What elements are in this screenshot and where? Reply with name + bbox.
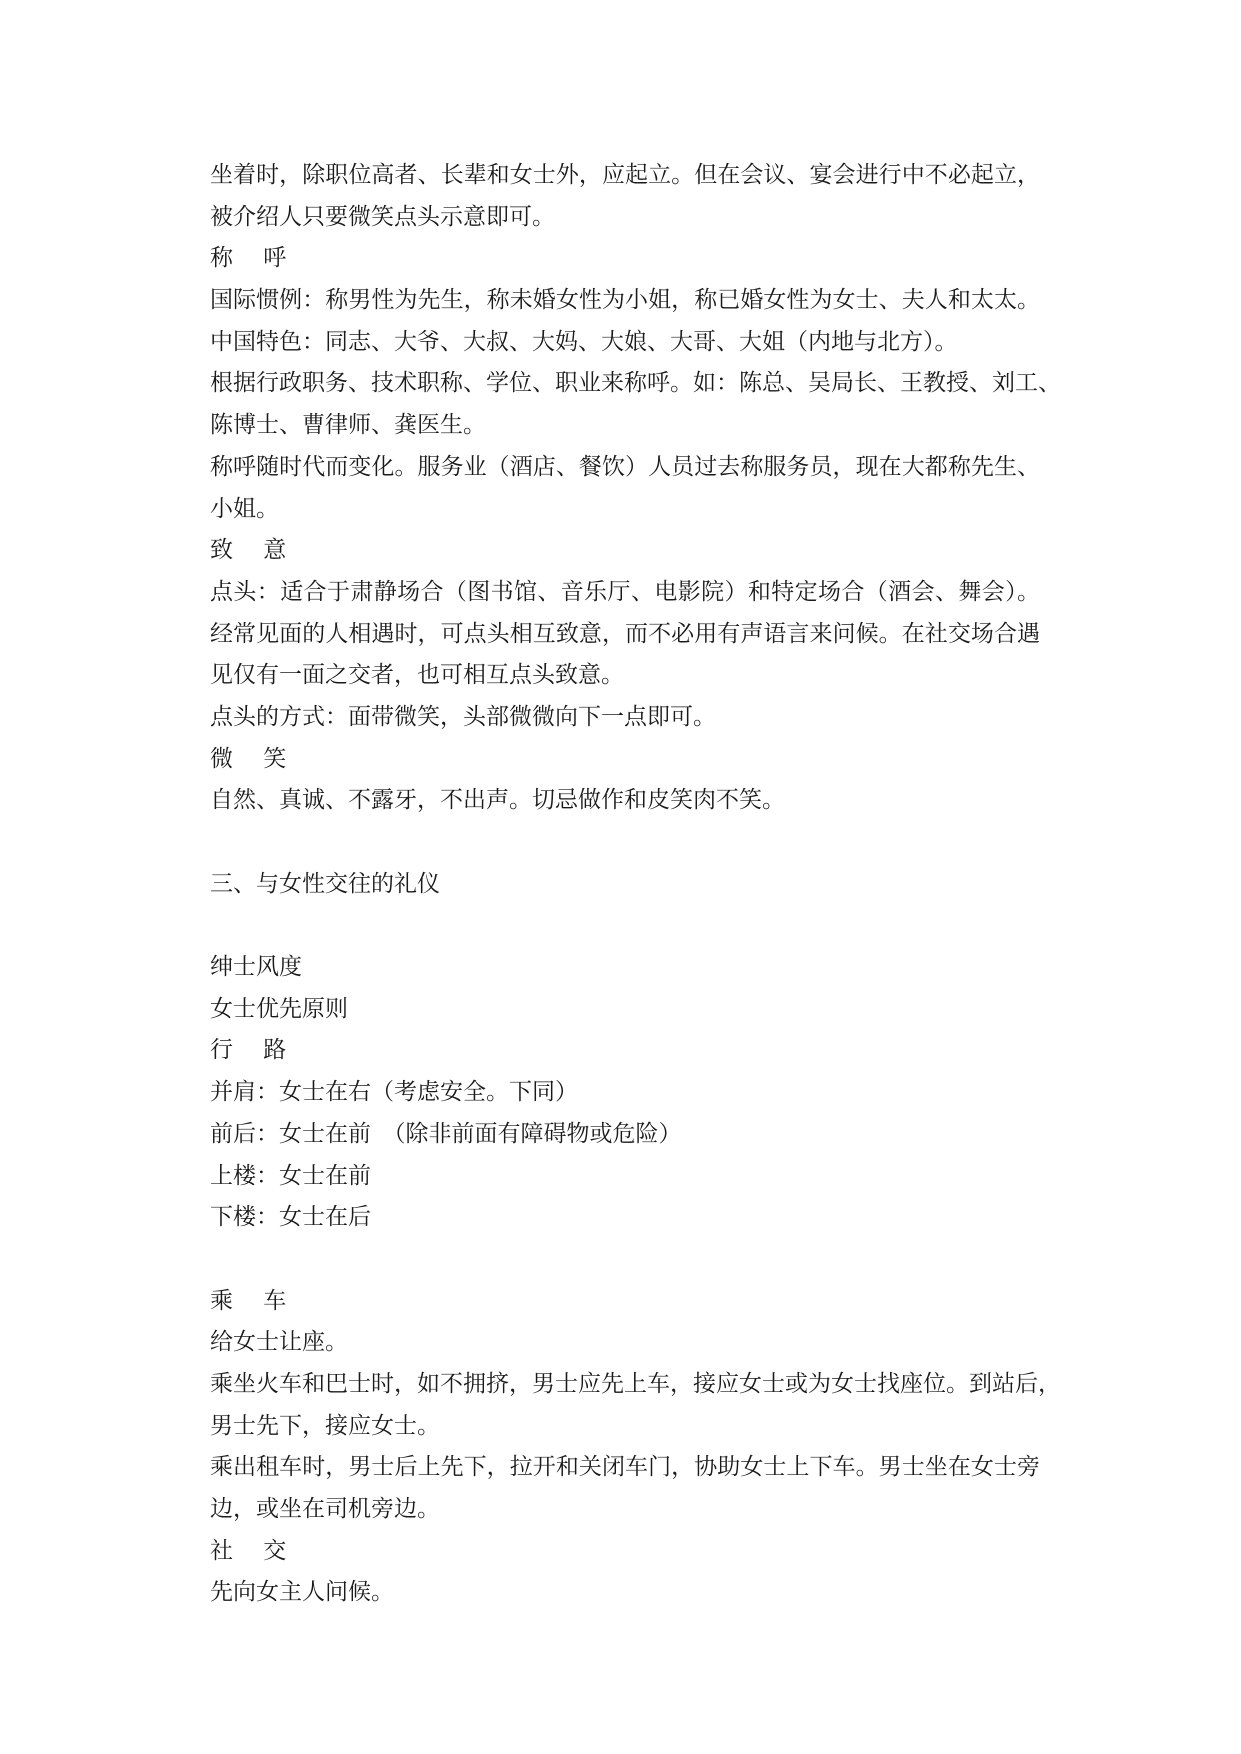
text-line: 绅士风度	[210, 954, 302, 981]
text-line: 称呼随时代而变化。服务业（酒店、餐饮）人员过去称服务员，现在大都称先生、	[210, 453, 1040, 480]
text-line: 经常见面的人相遇时，可点头相互致意，而不必用有声语言来问候。在社交场合遇	[210, 620, 1040, 647]
text-line: 社 交	[210, 1537, 287, 1564]
text-line: 乘坐火车和巴士时，如不拥挤，男士应先上车，接应女士或为女士找座位。到站后，	[210, 1370, 1061, 1397]
text-line: 三、与女性交往的礼仪	[210, 870, 440, 897]
document-body	[210, 155, 1061, 1614]
text-line: 致 意	[210, 537, 287, 564]
text-line: 国际惯例：称男性为先生，称未婚女性为小姐，称已婚女性为女士、夫人和太太。	[210, 287, 1040, 314]
text-line: 被介绍人只要微笑点头示意即可。	[210, 203, 555, 230]
text-line: 边，或坐在司机旁边。	[210, 1496, 440, 1522]
text-line: 自然、真诚、不露牙，不出声。切忌做作和皮笑肉不笑。	[210, 787, 785, 814]
text-line: 男士先下，接应女士。	[210, 1412, 440, 1439]
text-line: 行 路	[210, 1037, 287, 1064]
text-line: 微 笑	[210, 745, 287, 772]
text-line: 点头：适合于肃静场合（图书馆、音乐厅、电影院）和特定场合（酒会、舞会）。	[210, 578, 1040, 605]
text-line: 先向女主人问候。	[210, 1579, 394, 1606]
text-line: 下楼：女士在后	[210, 1204, 371, 1231]
text-line: 乘出租车时，男士后上先下，拉开和关闭车门，协助女士上下车。男士坐在女士旁	[210, 1454, 1040, 1481]
blank-line	[210, 905, 1040, 947]
text-line: 称 呼	[210, 245, 287, 272]
text-line: 小姐。	[210, 495, 279, 522]
text-line: 上楼：女士在前	[210, 1162, 371, 1189]
text-line: 前后：女士在前 （除非前面有障碍物或危险）	[210, 1120, 682, 1147]
text-line: 根据行政职务、技术职称、学位、职业来称呼。如：陈总、吴局长、王教授、刘工、	[210, 370, 1061, 397]
text-line: 女士优先原则	[210, 995, 348, 1022]
text-line: 中国特色：同志、大爷、大叔、大妈、大娘、大哥、大姐（内地与北方）。	[210, 328, 958, 355]
text-line: 乘 车	[210, 1287, 287, 1314]
blank-line	[210, 1239, 1040, 1281]
text-line: 陈博士、曹律师、龚医生。	[210, 412, 486, 439]
text-line: 见仅有一面之交者，也可相互点头致意。	[210, 662, 624, 689]
text-line: 并肩：女士在右（考虑安全。下同）	[210, 1079, 578, 1106]
text-line: 坐着时，除职位高者、长辈和女士外，应起立。但在会议、宴会进行中不必起立，	[210, 162, 1040, 188]
text-line: 给女士让座。	[210, 1329, 348, 1356]
text-line: 点头的方式：面带微笑，头部微微向下一点即可。	[210, 703, 716, 730]
blank-line	[210, 822, 1040, 864]
